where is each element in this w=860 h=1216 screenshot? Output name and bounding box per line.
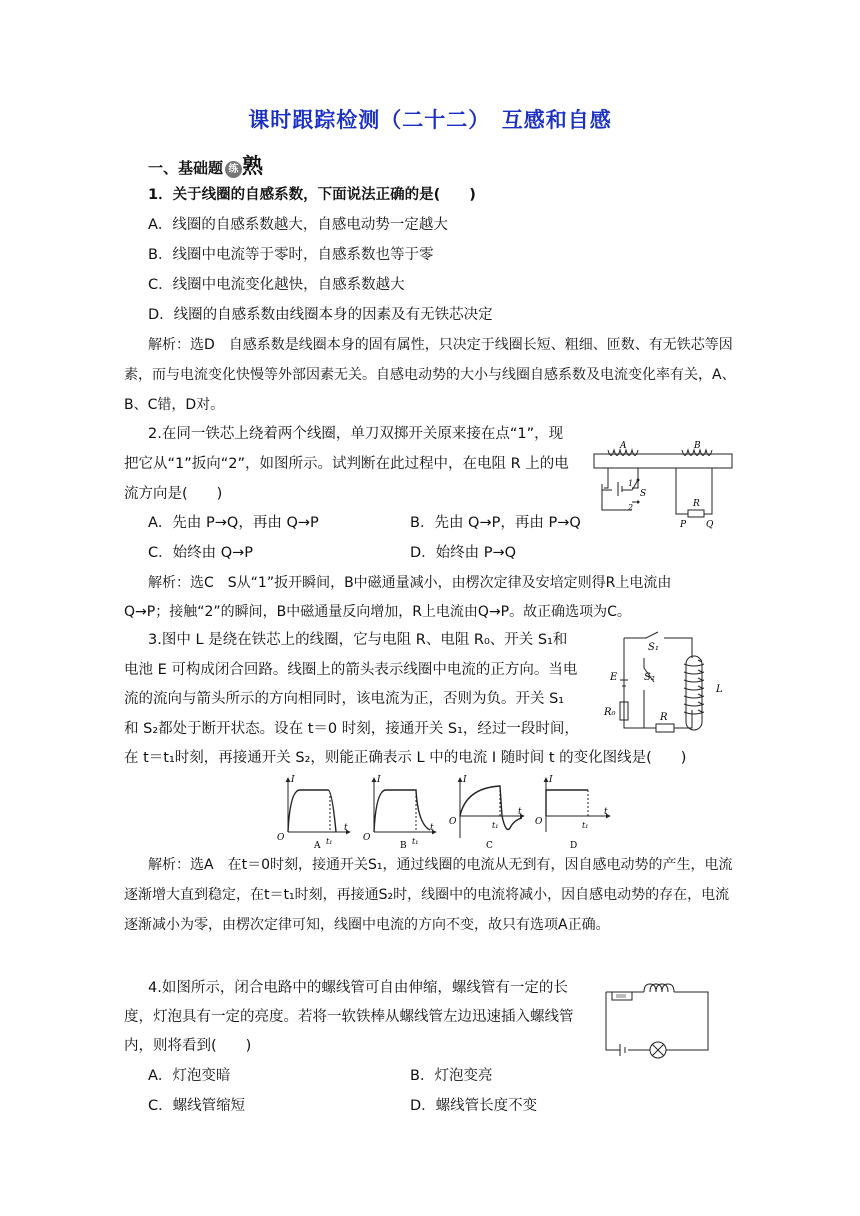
graph-a bbox=[277, 775, 350, 850]
q4-option-a: A．灯泡变暗 bbox=[148, 1068, 231, 1084]
q3-line-4: 和 S₂都处于断开状态。设在 t＝0 时刻，接通开关 S₁，经过一段时间， bbox=[124, 721, 579, 737]
label-s: S bbox=[640, 489, 647, 499]
label-a: A bbox=[620, 441, 627, 451]
label-r: R bbox=[660, 712, 668, 723]
q1-option-d: D．线圈的自感系数由线圈本身的因素及有无铁芯决定 bbox=[148, 307, 493, 323]
svg-text:B: B bbox=[400, 841, 407, 850]
svg-text:t₁: t₁ bbox=[582, 821, 589, 830]
label-l: L bbox=[716, 684, 723, 695]
svg-text:t: t bbox=[344, 823, 348, 833]
solenoid bbox=[644, 984, 674, 992]
page-title: 课时跟踪检测（二十二） 互感和自感 bbox=[248, 108, 612, 132]
svg-text:D: D bbox=[570, 841, 578, 850]
section-prefix: 一、基础题 bbox=[148, 159, 224, 177]
svg-text:I: I bbox=[377, 775, 381, 785]
q4-line-1: 4.如图所示，闭合电路中的螺线管可自由伸缩，螺线管有一定的长 bbox=[148, 980, 568, 996]
label-r0: R₀ bbox=[604, 707, 616, 718]
label-q: Q bbox=[706, 520, 714, 530]
battery bbox=[620, 1044, 625, 1056]
q4-line-2: 度，灯泡具有一定的亮度。若将一软铁棒从螺线管左边迅速插入螺线管 bbox=[124, 1009, 574, 1025]
q2-line-2: 把它从“1”扳向“2”，如图所示。试判断在此过程中，在电阻 R 上的电 bbox=[124, 456, 569, 472]
q2-analysis-2: Q→P；接触“2”的瞬间，B中磁通量反向增加，R上电流由Q→P。故正确选项为C。 bbox=[124, 604, 631, 620]
section-heading bbox=[148, 150, 263, 180]
label-2: 2 bbox=[628, 503, 634, 512]
svg-text:t: t bbox=[604, 807, 608, 817]
graph-b bbox=[363, 775, 436, 850]
label-p: P bbox=[680, 520, 687, 530]
q2-option-a: A．先由 P→Q，再由 Q→P bbox=[148, 515, 319, 531]
q4-option-b: B．灯泡变亮 bbox=[410, 1068, 493, 1084]
svg-text:O: O bbox=[449, 817, 457, 827]
label-r: R bbox=[693, 499, 700, 509]
q1-stem: 1．关于线圈的自感系数，下面说法正确的是( ) bbox=[148, 187, 476, 203]
section-badge: 练 bbox=[225, 161, 242, 178]
label-s1: S₁ bbox=[648, 642, 659, 653]
q1-option-c: C．线圈中电流变化越快，自感系数越大 bbox=[148, 277, 405, 293]
q4-circuit-figure bbox=[604, 982, 712, 1062]
q2-option-d: D．始终由 P→Q bbox=[410, 545, 517, 561]
svg-text:t₁: t₁ bbox=[412, 837, 419, 846]
q4-line-3: 内，则将看到( ) bbox=[124, 1038, 252, 1054]
label-s2: S₂ bbox=[644, 672, 655, 683]
q2-line-1: 2.在同一铁芯上绕着两个线圈，单刀双掷开关原来接在点“1”，现 bbox=[148, 426, 564, 442]
svg-text:t₁: t₁ bbox=[492, 821, 499, 830]
svg-text:t₁: t₁ bbox=[326, 837, 333, 846]
svg-text:I: I bbox=[549, 775, 553, 785]
svg-text:I: I bbox=[291, 775, 295, 785]
q3-line-3: 流的流向与箭头所示的方向相同时，该电流为正，否则为负。开关 S₁ bbox=[124, 691, 565, 707]
q4-option-c: C．螺线管缩短 bbox=[148, 1098, 246, 1114]
svg-text:O: O bbox=[535, 817, 543, 827]
section-suffix: 熟 bbox=[242, 154, 264, 178]
q3-line-5: 在 t＝t₁时刻，再接通开关 S₂，则能正确表示 L 中的电流 I 随时间 t 的变化图线是( ) bbox=[124, 750, 687, 766]
q2-line-3: 流方向是( ) bbox=[124, 486, 223, 502]
q3-analysis: 解析：选A 在t＝0时刻，接通开关S₁，通过线圈的电流从无到有，因自感电动势的产生，电流逐渐增大直到稳定，在t＝t₁时刻，再接通S₂时，线圈中的电流将减小，因自感电动势的存在，电流逐渐减小为零，由楞次定律可知，线圈中电流的方向不变，故只有选项A正确。 bbox=[124, 857, 733, 933]
resistor-r bbox=[688, 510, 704, 517]
graph-d bbox=[535, 775, 610, 850]
q1-option-b: B．线圈中电流等于零时，自感系数也等于零 bbox=[148, 247, 434, 263]
q3-circuit-figure bbox=[598, 630, 736, 742]
q1-analysis: 解析：选D 自感系数是线圈本身的固有属性，只决定于线圈长短、粗细、匝数、有无铁芯等因素，而与电流变化快慢等外部因素无关。自感电动势的大小与线圈自感系数及电流变化率有关，A、B、C错，D对。 bbox=[124, 337, 736, 413]
q1-option-a: A．线圈的自感系数越大，自感电动势一定越大 bbox=[148, 217, 448, 233]
resistor-r bbox=[656, 724, 674, 732]
q3-line-1: 3.图中 L 是绕在铁芯上的线圈，它与电阻 R、电阻 R₀、开关 S₁和 bbox=[148, 632, 568, 648]
svg-text:O: O bbox=[363, 833, 371, 843]
q4-option-d: D．螺线管长度不变 bbox=[410, 1098, 538, 1114]
q2-option-b: B．先由 Q→P，再由 P→Q bbox=[410, 515, 581, 531]
svg-text:I: I bbox=[463, 775, 467, 785]
q2-analysis-1: 解析：选C S从“1”扳开瞬间，B中磁通量减小，由楞次定律及安培定则得R上电流由 bbox=[148, 575, 672, 591]
graph-c bbox=[449, 775, 524, 850]
iron-core-l bbox=[686, 656, 702, 730]
iron-core bbox=[594, 454, 732, 468]
label-b: B bbox=[694, 441, 701, 451]
q3-graphs bbox=[270, 772, 620, 850]
q2-option-c: C．始终由 Q→P bbox=[148, 545, 254, 561]
q2-circuit-figure bbox=[592, 438, 734, 530]
svg-text:A: A bbox=[314, 841, 321, 850]
q3-line-2: 电池 E 可构成闭合回路。线圈上的箭头表示线圈中电流的正方向。当电 bbox=[124, 662, 578, 678]
svg-text:t: t bbox=[430, 823, 434, 833]
label-1: 1 bbox=[628, 479, 634, 488]
svg-text:C: C bbox=[486, 841, 493, 850]
svg-text:t: t bbox=[518, 807, 522, 817]
label-e: E bbox=[610, 672, 618, 683]
svg-text:O: O bbox=[277, 833, 285, 843]
